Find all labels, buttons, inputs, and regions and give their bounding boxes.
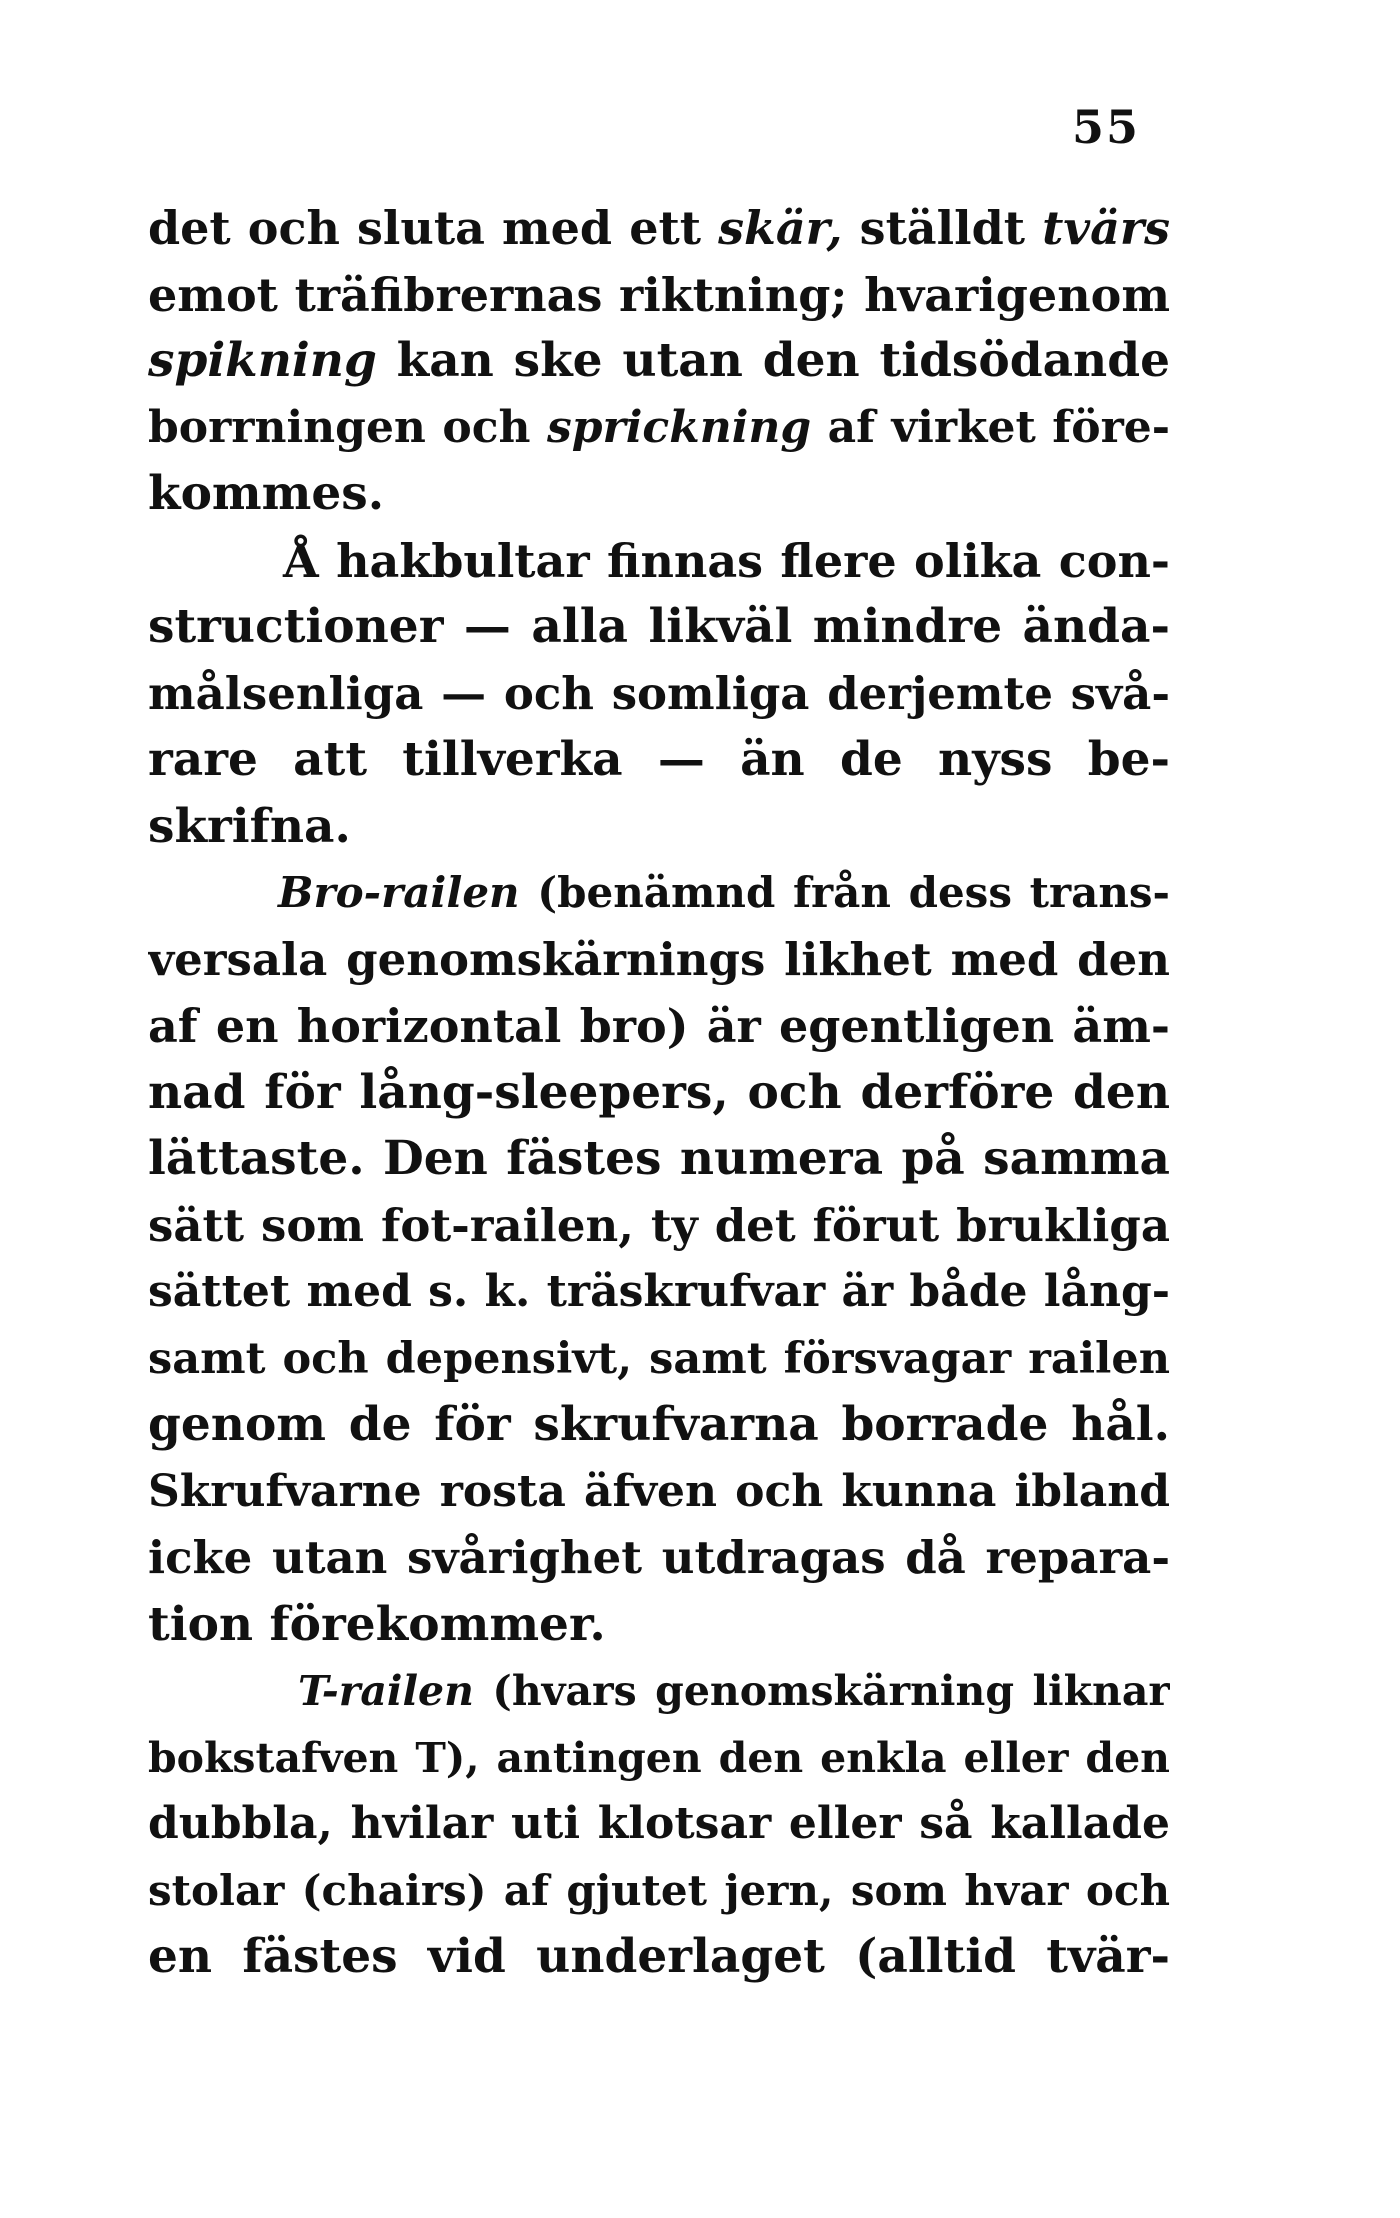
text-run: versala genomskärnings likhet med den — [148, 932, 1170, 986]
text-line — [148, 528, 1170, 595]
text-run: structioner — alla likväl mindre ända- — [148, 599, 1170, 654]
text-line — [148, 328, 1170, 395]
text-line — [148, 1326, 1170, 1393]
body-text — [148, 195, 1170, 1991]
text-line — [148, 461, 1170, 528]
text-line — [148, 1392, 1170, 1459]
text-run: Skrufvarne rosta äfven och kunna ibland — [148, 1465, 1170, 1517]
text-run: stolar (chairs) af gjutet jern, som hvar och — [148, 1865, 1170, 1915]
text-line — [148, 1126, 1170, 1193]
text-run: ställdt — [842, 201, 1043, 255]
italic-term: Bro-railen — [278, 868, 520, 917]
text-line — [148, 1459, 1170, 1526]
text-run: genom de för skrufvarna borrade hål. — [148, 1397, 1170, 1452]
text-line — [148, 1259, 1170, 1326]
italic-term: sprickning — [547, 401, 812, 453]
text-run: lättaste. Den fästes numera på samma — [148, 1131, 1170, 1186]
text-line — [148, 262, 1170, 329]
text-line — [148, 195, 1170, 262]
text-line — [148, 727, 1170, 794]
text-run: det och sluta med ett — [148, 201, 719, 255]
text-run: tion förekommer. — [148, 1596, 606, 1652]
text-line — [148, 1858, 1170, 1925]
text-run: skrifna. — [148, 798, 351, 854]
text-run: emot träfibrernas riktning; hvarigenom — [148, 267, 1170, 322]
text-line — [148, 1060, 1170, 1127]
text-run: (benämnd från dess trans- — [519, 868, 1170, 917]
text-line — [148, 1525, 1170, 1592]
text-line — [148, 927, 1170, 994]
italic-term: tvärs — [1042, 201, 1170, 255]
text-run: kan ske utan den tidsödande — [376, 333, 1170, 388]
text-run: af en horizontal bro) är egentligen äm- — [148, 999, 1170, 1053]
text-run: nad för lång-sleepers, och derföre den — [148, 1064, 1170, 1120]
text-line — [148, 993, 1170, 1060]
text-run: målsenliga — och somliga derjemte svå- — [148, 666, 1170, 720]
text-line — [148, 1725, 1170, 1792]
text-run: dubbla, hvilar uti klotsar eller så kallade — [148, 1798, 1170, 1849]
text-run: en fästes vid underlaget (alltid tvär- — [148, 1929, 1170, 1984]
text-line — [148, 1592, 1170, 1659]
text-line — [148, 594, 1170, 661]
italic-term: skär, — [718, 201, 843, 255]
text-line — [148, 395, 1170, 462]
text-run: borrningen och — [148, 401, 547, 453]
text-line — [148, 860, 1170, 927]
text-run: sättet med s. k. träskrufvar är både lång- — [148, 1266, 1170, 1317]
text-line — [148, 1193, 1170, 1260]
text-line — [148, 1658, 1170, 1725]
text-run: (hvars genomskärning liknar — [473, 1667, 1170, 1715]
text-run: samt och depensivt, samt försvagar railen — [148, 1333, 1170, 1384]
text-line — [148, 661, 1170, 728]
text-run: sätt som fot-railen, ty det förut brukliga — [148, 1198, 1170, 1252]
text-run: icke utan svårighet utdragas då repara- — [148, 1531, 1170, 1584]
text-line — [148, 1924, 1170, 1991]
text-run: Å hakbultar finnas flere olika con- — [283, 533, 1170, 588]
page-number: 55 — [1071, 100, 1140, 154]
text-line — [148, 794, 1170, 861]
italic-term: T-railen — [298, 1667, 474, 1715]
text-run: rare att tillverka — än de nyss be- — [148, 732, 1170, 787]
text-run: kommes. — [148, 466, 385, 521]
italic-term: spikning — [148, 333, 377, 388]
text-run: af virket före- — [811, 401, 1170, 453]
text-line — [148, 1791, 1170, 1858]
text-run: bokstafven T), antingen den enkla eller den — [148, 1733, 1170, 1782]
